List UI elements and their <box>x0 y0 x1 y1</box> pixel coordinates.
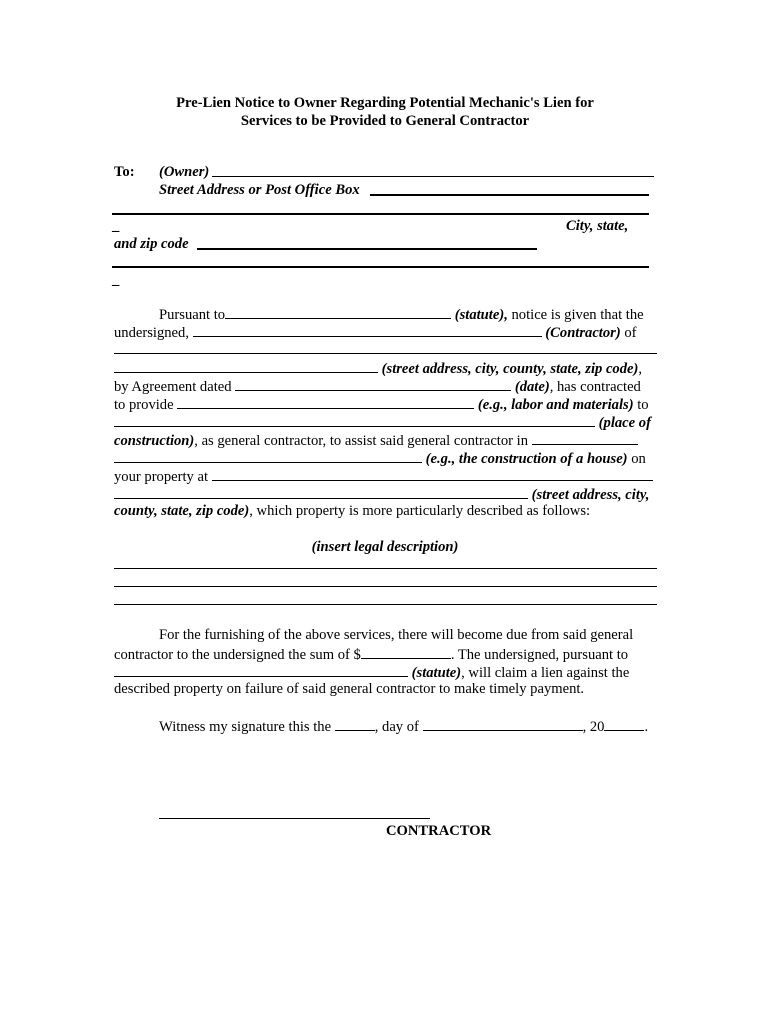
contractor-blank[interactable] <box>193 322 542 337</box>
date-label: (date) <box>514 379 550 395</box>
house-line <box>114 448 646 468</box>
street-city-label: (street address, city, county, state, zip code) <box>381 361 639 377</box>
county-line <box>114 502 590 520</box>
place-line <box>114 412 651 432</box>
contractor-address-blank[interactable] <box>114 353 657 354</box>
statute-blank-2[interactable] <box>114 662 408 677</box>
address-line-blank-2[interactable] <box>112 266 649 268</box>
legal-desc-blank-1[interactable] <box>114 568 657 569</box>
statute-blank[interactable] <box>225 304 451 319</box>
by-agreement-text: by Agreement dated <box>114 379 236 395</box>
date-blank[interactable] <box>235 376 511 391</box>
assist-blank[interactable] <box>532 430 638 445</box>
house-blank[interactable] <box>114 448 422 463</box>
signature-blank[interactable] <box>159 818 430 819</box>
day-blank[interactable] <box>335 716 375 731</box>
labor-blank[interactable] <box>177 394 474 409</box>
contractor-signature-label: CONTRACTOR <box>386 823 492 839</box>
title-line-1: Pre-Lien Notice to Owner Regarding Potential Mechanic's Lien for <box>176 95 594 111</box>
property-line <box>114 466 653 486</box>
construction-line <box>114 430 638 450</box>
sum-text: contractor to the undersigned the sum of $ <box>114 647 361 663</box>
labor-label: (e.g., labor and materials) <box>477 397 634 413</box>
on-text: on <box>627 451 646 467</box>
place-of-label: (place of <box>598 415 651 431</box>
stub-2: _ <box>112 272 120 288</box>
your-property-text: your property at <box>114 469 212 485</box>
property-blank[interactable] <box>212 466 653 481</box>
provide-line <box>114 394 649 414</box>
street-city-blank[interactable] <box>114 358 378 373</box>
payment-line-3 <box>114 662 629 682</box>
construction-house-label: (e.g., the construction of a house) <box>425 451 628 467</box>
place-blank[interactable] <box>114 412 595 427</box>
to-text: to <box>633 397 649 413</box>
stub-1: _ <box>112 218 120 234</box>
street-city-line <box>114 358 642 378</box>
undersigned-pursuant-text: . The undersigned, pursuant to <box>450 647 629 663</box>
payment-line-4: described property on failure of said general contractor to make timely payment. <box>114 681 585 697</box>
legal-desc-label: (insert legal description) <box>311 539 459 555</box>
pursuant-line <box>159 304 644 324</box>
zip-blank[interactable] <box>197 248 537 250</box>
address-line-blank[interactable] <box>112 213 649 215</box>
statute-label: (statute), <box>454 307 508 323</box>
month-blank[interactable] <box>423 716 583 731</box>
street-city2-label: (street address, city, <box>531 487 650 503</box>
property-address-blank[interactable] <box>114 484 528 499</box>
street-label: Street Address or Post Office Box <box>159 182 360 198</box>
which-property-text: , which property is more particularly described as follows: <box>249 503 591 519</box>
city-state-label: City, state, <box>566 218 629 234</box>
to-label: To: <box>114 164 135 180</box>
claim-lien-text: , will claim a lien against the <box>461 665 630 681</box>
street-city2-line <box>114 484 649 504</box>
witness-text-3: , 20 <box>582 719 605 735</box>
county-state-label: county, state, zip code) <box>114 503 250 519</box>
witness-text-1: Witness my signature this the <box>159 719 335 735</box>
witness-text-4: . <box>644 719 649 735</box>
title-line-2: Services to be Provided to General Contractor <box>240 113 530 129</box>
legal-desc-blank-2[interactable] <box>114 586 657 587</box>
and-zip-label: and zip code <box>114 236 189 252</box>
statute-label-2: (statute) <box>411 665 462 681</box>
year-blank[interactable] <box>604 716 644 731</box>
street-blank[interactable] <box>370 194 649 196</box>
undersigned-line <box>114 322 637 342</box>
undersigned-text: undersigned, <box>114 325 193 341</box>
witness-text-2: , day of <box>374 719 423 735</box>
pursuant-to-text: Pursuant to <box>159 307 226 323</box>
contractor-label: (Contractor) <box>545 325 621 341</box>
of-text: of <box>620 325 637 341</box>
payment-line-1: For the furnishing of the above services, there will become due from said general <box>159 627 634 643</box>
construction-label: construction) <box>114 433 195 449</box>
legal-desc-blank-3[interactable] <box>114 604 657 605</box>
notice-given-text: notice is given that the <box>507 307 644 323</box>
owner-label: (Owner) <box>159 164 210 180</box>
witness-line <box>159 716 648 736</box>
to-provide-text: to provide <box>114 397 178 413</box>
agreement-line <box>114 376 641 396</box>
as-general-text: , as general contractor, to assist said general contractor in <box>194 433 532 449</box>
owner-blank[interactable] <box>212 176 654 177</box>
payment-line-2 <box>114 644 628 664</box>
comma-text: , <box>638 361 643 377</box>
has-contracted-text: , has contracted <box>549 379 641 395</box>
sum-blank[interactable] <box>361 644 451 659</box>
